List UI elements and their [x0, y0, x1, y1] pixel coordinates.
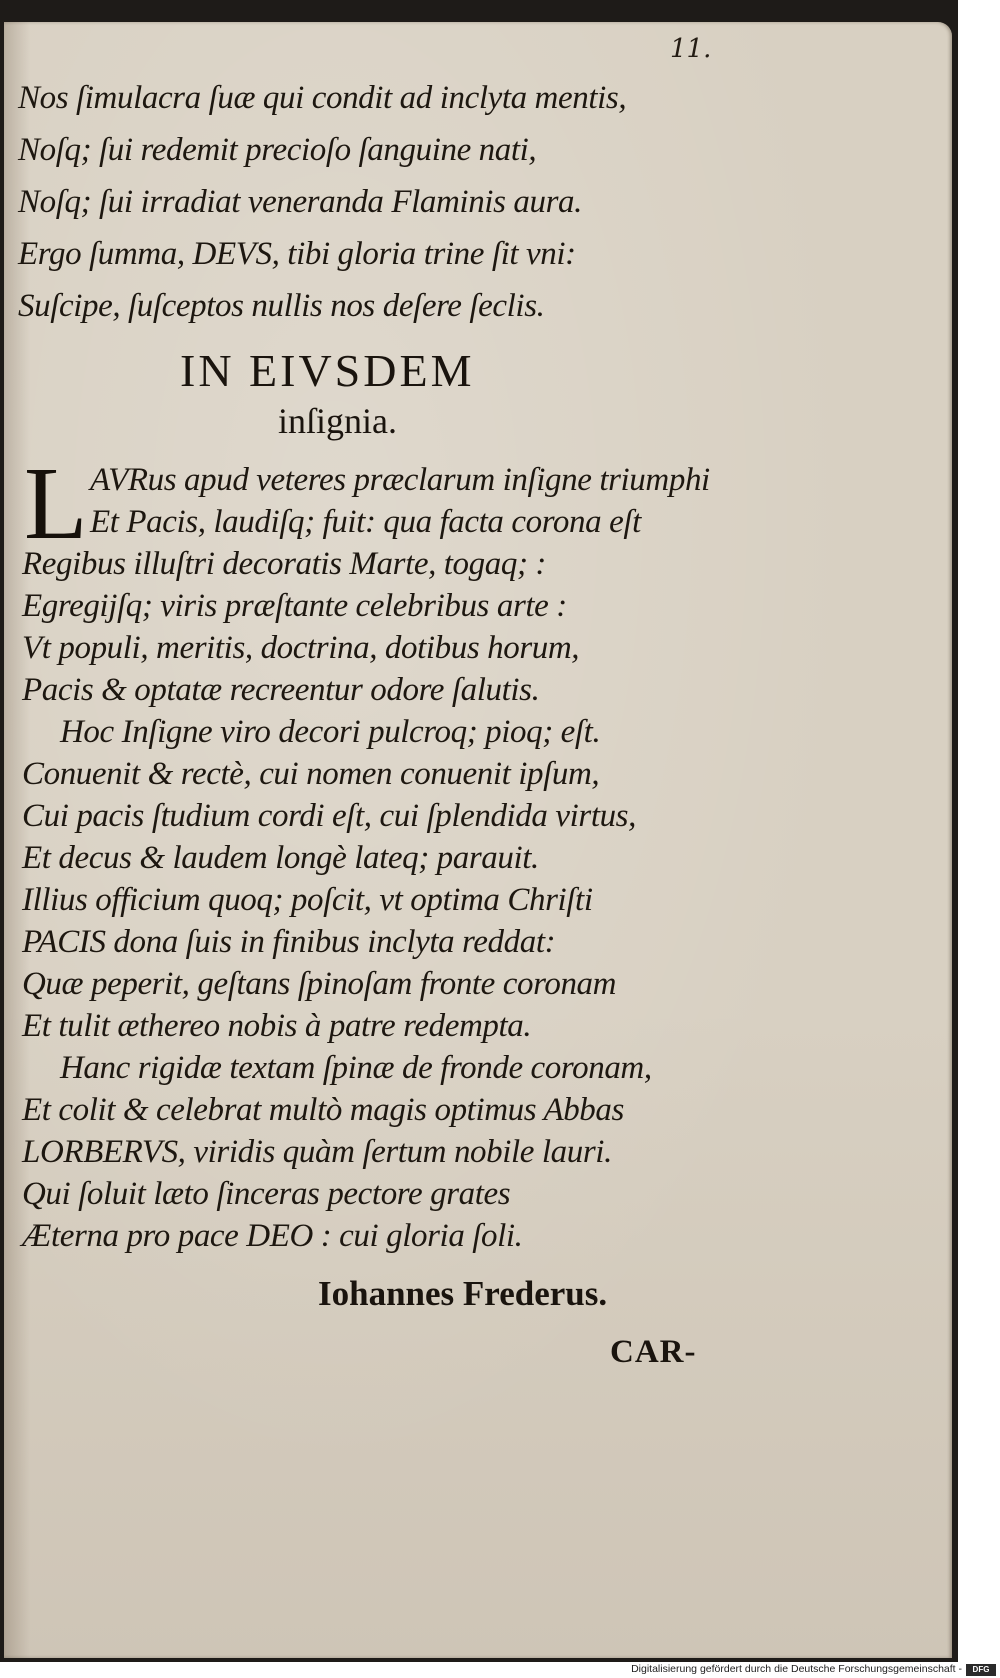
dfg-logo: DFG — [966, 1664, 996, 1676]
catchword: CAR- — [610, 1334, 697, 1370]
page-number: 11. — [670, 34, 712, 64]
poem-line: PACIS dona ſuis in finibus inclyta reddat: — [22, 924, 556, 960]
poem-line: Hoc Inſigne viro decori pulcroq; pioq; eſt. — [60, 714, 601, 750]
poem-line: Qui ſoluit læto ſinceras pectore grates — [22, 1176, 511, 1212]
poem-line: Vt populi, meritis, doctrina, dotibus horum, — [22, 630, 580, 666]
book-page — [4, 22, 952, 1658]
poem-line: Pacis & optatæ recreentur odore ſalutis. — [22, 672, 540, 708]
poem-line: Illius officium quoq; poſcit, vt optima Chriſti — [22, 882, 593, 918]
poem-line: Quæ peperit, geſtans ſpinoſam fronte coronam — [22, 966, 617, 1002]
digitization-footer — [0, 1662, 1000, 1678]
poem-line: Æterna pro pace DEO : cui gloria ſoli. — [22, 1218, 523, 1254]
verse-line: Suſcipe, ſuſceptos nullis nos deſere ſeclis. — [18, 288, 545, 324]
poem-line: AVRus apud veteres præclarum inſigne triumphi — [90, 462, 710, 498]
verse-line: Nos ſimulacra ſuæ qui condit ad inclyta mentis, — [18, 80, 627, 116]
author-signature: Iohannes Frederus. — [318, 1274, 608, 1313]
poem-line: Hanc rigidæ textam ſpinæ de fronde coronam, — [60, 1050, 652, 1086]
poem-line: Et Pacis, laudiſq; fuit: qua facta corona eſt — [90, 504, 641, 540]
section-heading: IN EIVSDEM — [180, 345, 475, 396]
verse-line: Noſq; ſui irradiat veneranda Flaminis aura. — [18, 184, 582, 220]
poem-line: Et tulit æthereo nobis à patre redempta. — [22, 1008, 532, 1044]
poem-line: Egregijſq; viris præſtante celebribus arte : — [22, 588, 567, 624]
poem-line: Conuenit & rectè, cui nomen conuenit ipſum, — [22, 756, 600, 792]
poem-line: Et colit & celebrat multò magis optimus Abbas — [22, 1092, 624, 1128]
poem-line: Cui pacis ſtudium cordi eſt, cui ſplendida virtus, — [22, 798, 636, 834]
poem-line: LORBERVS, viridis quàm ſertum nobile lauri. — [22, 1134, 612, 1170]
section-subheading: inſignia. — [278, 401, 397, 441]
poem-line: Et decus & laudem longè lateq; parauit. — [22, 840, 539, 876]
poem-line: Regibus illuſtri decoratis Marte, togaq; : — [22, 546, 546, 582]
drop-cap: L — [24, 446, 88, 561]
verse-line: Noſq; ſui redemit precioſo ſanguine nati, — [18, 132, 537, 168]
funding-notice: Digitalisierung gefördert durch die Deutsche Forschungsgemeinschaft - — [631, 1663, 962, 1675]
verse-line: Ergo ſumma, DEVS, tibi gloria trine ſit vni: — [18, 236, 576, 272]
